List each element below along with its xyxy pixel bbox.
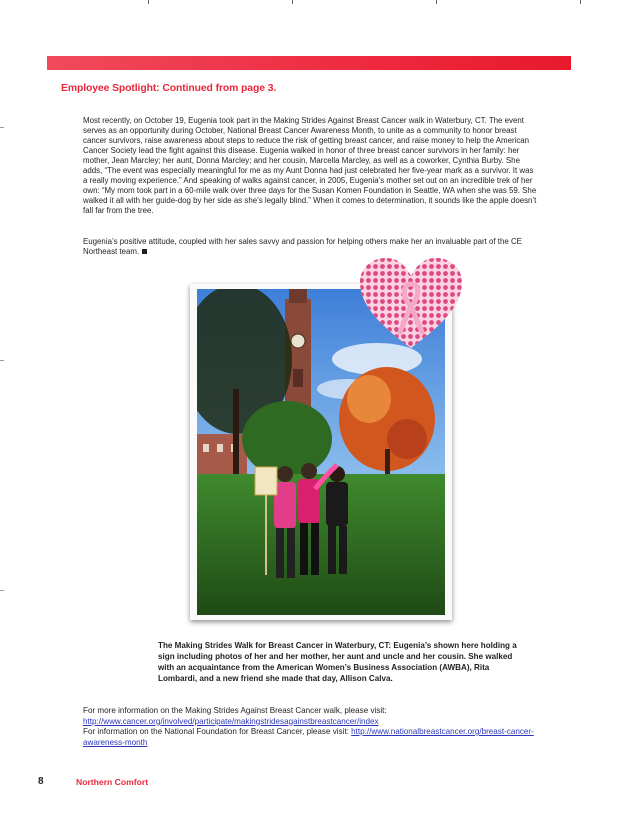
info-line	[83, 727, 563, 748]
trim-mark	[580, 0, 581, 4]
trim-mark	[148, 0, 149, 4]
trim-mark	[0, 360, 4, 361]
publication-title: Northern Comfort	[76, 777, 149, 787]
trim-mark	[436, 0, 437, 4]
making-strides-link[interactable]: http://www.cancer.org/involved/participate/makingstridesagainstbreastcancer/index	[83, 716, 379, 726]
section-heading: Employee Spotlight: Continued from page 3.	[61, 83, 277, 94]
national-foundation-link[interactable]: http://www.nationalbreastcancer.org/breast-cancer-awareness-month	[83, 727, 534, 747]
info-line-text: For more information on the Making Strides Against Breast Cancer walk, please visit:	[83, 706, 387, 715]
info-line	[83, 706, 563, 727]
photo-caption: The Making Strides Walk for Breast Cancer in Waterbury, CT: Eugenia’s shown here holding a sign including photos of her and her mother, her aunt and uncle and her cousin. She walked with an acquaintance from the American Women’s Business Association (AWBA), Rita Lombardi, and a new friend she made that day, Allison Calva.	[158, 641, 517, 683]
more-info-block	[83, 706, 563, 748]
info-line-text: For information on the National Foundation for Breast Cancer, please visit:	[83, 727, 352, 736]
trim-mark	[292, 0, 293, 4]
page-number: 8	[38, 776, 44, 787]
trim-mark	[0, 127, 4, 128]
trim-mark	[0, 590, 4, 591]
closing-paragraph-text: Eugenia’s positive attitude, coupled with her sales savvy and passion for helping others make her an invaluable part of the CE Northeast team.	[83, 237, 522, 256]
body-paragraph	[83, 237, 538, 257]
header-banner	[47, 56, 571, 70]
pink-ribbon-heart-graphic	[358, 256, 464, 352]
end-of-story-icon	[142, 249, 147, 254]
body-paragraph: Most recently, on October 19, Eugenia took part in the Making Strides Against Breast Cancer walk in Waterbury, CT. The event serves as an opportunity during October, National Breast Cancer Awareness Month, to unite as a community to honor breast cancer survivors, raise awareness about steps to reduce the risk of getting breast cancer, and raise money to help the American Cancer Society lead the fight against this disease. Eugenia walked in honor of three breast cancer survivors in her family: her mother, Jean Marcley; her aunt, Donna Marcley; and her cousin, Marcella Marcley, as well as a coworker, Cynthia Burby. She adds, “The event was especially meaningful for me as my Aunt Donna had just celebrated her five-year mark as a survivor. It was a really moving experience.” And speaking of walks against cancer, in 2005, Eugenia’s mother set out on an incredible trek of her own: “My mom took part in a 60-mile walk over three days for the Susan Komen Foundation in Seattle, WA when she was 59. She walked it all with her guide-dog by her side as she’s legally blind.” When it comes to determination, it sounds like the apple doesn’t fall far from the tree.	[83, 116, 537, 215]
